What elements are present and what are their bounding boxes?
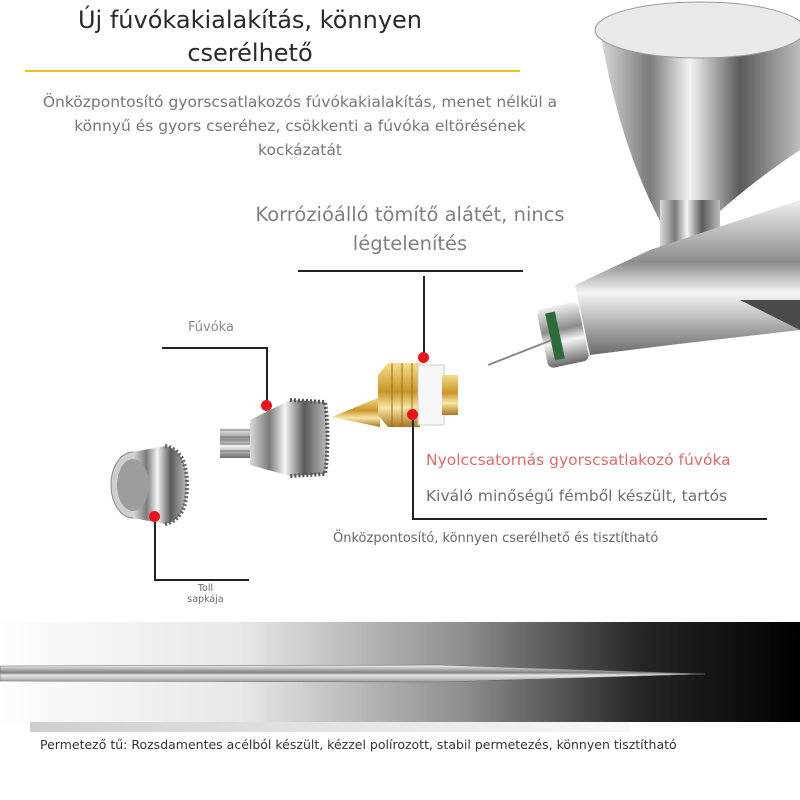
brass-leader-line <box>412 420 414 520</box>
seal-line-1: Korrózióálló tömítő alátét, nincs <box>255 203 565 226</box>
title-line-2: cserélhető <box>187 39 313 67</box>
seal-pointer-dot <box>418 352 429 363</box>
spray-needle-illustration <box>0 650 800 695</box>
airbrush-illustration <box>480 0 800 380</box>
intro-line-2: könnyű és gyors cseréhez, csökkenti a fúvóka eltörésének kockázatát <box>74 117 526 159</box>
blurred-text-strip <box>30 722 630 732</box>
cap-label-line-1: Toll <box>197 583 214 594</box>
page-title <box>40 4 460 70</box>
cap-leader-line <box>154 522 156 580</box>
brass-nozzle-pointer-dot <box>407 409 418 420</box>
nozzle-illustration <box>215 390 330 485</box>
cap-label-line-2: sapkája <box>187 594 224 605</box>
seal-line-2: légtelenítés <box>352 232 468 255</box>
seal-heading <box>230 200 590 258</box>
seal-rule <box>298 270 523 272</box>
eight-channel-label: Nyolccsatornás gyorscsatlakozó fúvóka <box>426 451 731 469</box>
pen-cap-illustration <box>105 440 190 530</box>
needle-tip <box>488 340 552 365</box>
nozzle-pointer-dot <box>261 400 272 411</box>
self-centering-label: Önközpontosító, könnyen cserélhető és tisztítható <box>333 531 659 546</box>
cap-pointer-dot <box>149 511 160 522</box>
brass-rule <box>412 518 767 520</box>
cap-label <box>178 583 233 605</box>
title-underline <box>25 70 520 72</box>
brass-nozzle-illustration <box>330 355 460 435</box>
nozzle-label: Fúvóka <box>188 320 234 335</box>
title-line-1: Új fúvókakialakítás, könnyen <box>77 6 422 34</box>
needle-description: Permetező tű: Rozsdamentes acélból készült, kézzel polírozott, stabil permetezés, könnyen tisztítható <box>40 737 677 752</box>
quality-label: Kiváló minőségű fémből készült, tartós <box>426 487 728 505</box>
nozzle-rule <box>162 347 267 349</box>
seal-leader-line <box>423 276 425 358</box>
intro-line-1: Önközpontosító gyorscsatlakozós fúvókakialakítás, menet nélkül a <box>42 93 558 111</box>
cap-rule <box>154 579 249 581</box>
